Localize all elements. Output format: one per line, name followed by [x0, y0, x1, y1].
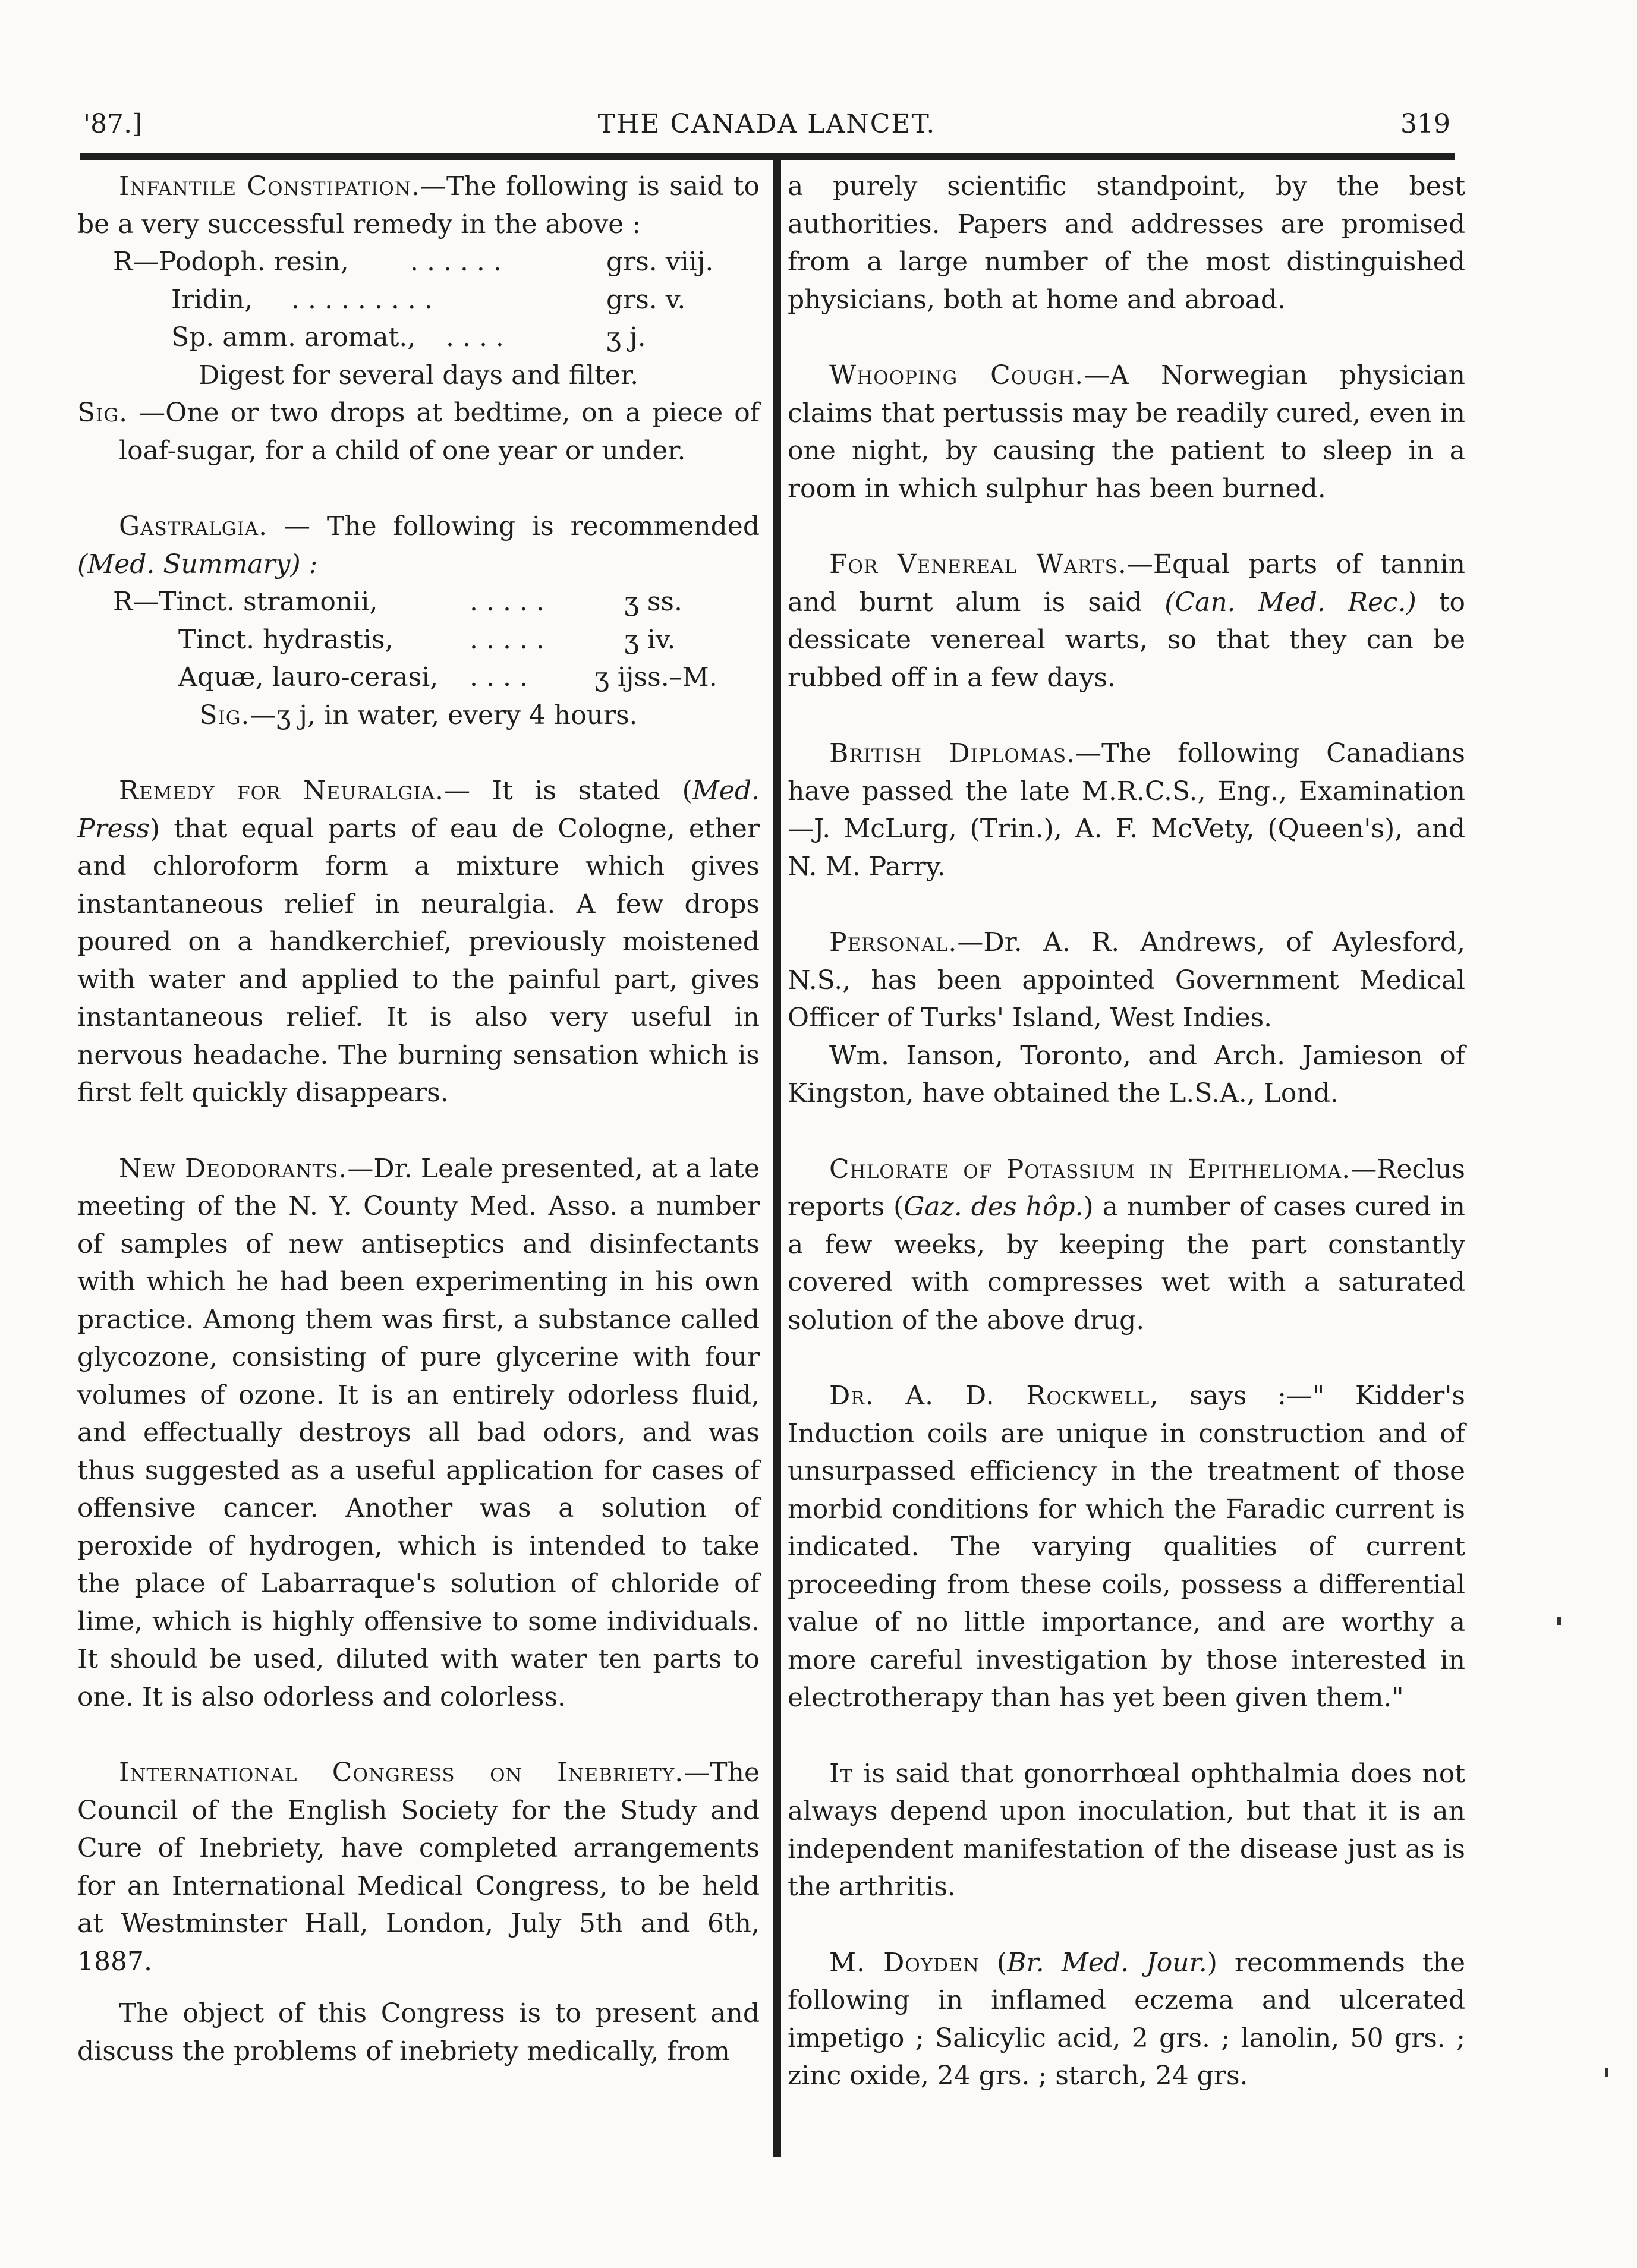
article-infantile-constipation — [77, 168, 760, 470]
rx-leader: . . . . — [470, 662, 528, 692]
article-text: —The following Canadians have passed the late M.R.C.S., Eng., Examination —J. McLurg, (Trin.), A. F. McVety, (Queen's), and N. M. Parry. — [788, 738, 1465, 882]
article-source: Br. Med. Jour. — [1007, 1947, 1207, 1978]
article-text: ) recommends the following in inflamed eczema and ulcerated impetigo ; Salicylic acid, 2 grs. ; lanolin, 50 grs. ; zinc oxide, 24 grs. ; starch, 24 grs. — [788, 1947, 1465, 2091]
article-source: (Med. Summary) : — [77, 549, 318, 579]
article-heading: Dr. A. D. Rockwell, — [829, 1381, 1159, 1411]
column-divider — [773, 160, 781, 2157]
rx-dose: ʒ ss. — [624, 587, 682, 617]
article-paragraph — [77, 772, 760, 1112]
article-paragraph — [788, 1944, 1465, 2095]
rx-ingredient: Tinct. hydrastis, — [178, 624, 393, 655]
article-text: —A Norwegian physician claims that pertussis may be readily cured, even in one night, by causing the patient to sleep in a room in which sulphur has been burned. — [788, 360, 1465, 504]
article-paragraph — [788, 1151, 1465, 1340]
rx-signature — [77, 697, 760, 735]
article-text: ) a number of cases cured in a few weeks, by keeping the part constantly covered with compresses wet with a saturated solution of the above drug. — [788, 1192, 1465, 1335]
article-heading: For Venereal Warts. — [829, 549, 1127, 579]
article-paragraph — [788, 924, 1465, 1037]
article-heading: Personal. — [829, 927, 958, 957]
sig-label: Sig. — [199, 700, 250, 730]
rx-dose: ʒ ijss.–M. — [594, 662, 717, 692]
article-text: ) that equal parts of eau de Cologne, ether and chloroform form a mixture which gives instantaneous relief in neuralgia. A few drops poured on a handkerchief, previously moistened with water and applied to the painful part, gives instantaneous relief. It is also very useful in nervous headache. The burning sensation which is first felt quickly disappears. — [77, 813, 760, 1108]
article-source: Med. Press — [77, 776, 760, 844]
rx-leader: . . . . . . — [410, 247, 502, 277]
article-gonorrhoeal-ophthalmia — [788, 1755, 1465, 1906]
rx-leader: . . . . — [446, 322, 504, 352]
article-text: ( — [979, 1947, 1008, 1978]
sig-label: Sig. — [77, 398, 128, 428]
article-paragraph — [788, 357, 1465, 508]
article-heading: M. Doyden — [829, 1947, 980, 1978]
prescription-line — [77, 659, 760, 697]
article-heading: British Diplomas. — [829, 738, 1076, 768]
article-text: —Reclus reports ( — [788, 1154, 1465, 1222]
article-paragraph — [788, 546, 1465, 697]
rx-instruction: Digest for several days and filter. — [198, 360, 639, 390]
right-column — [788, 168, 1465, 2095]
article-paragraph — [77, 168, 760, 243]
article-text: is said that gonorrhœal ophthalmia does not always depend upon inoculation, but that it is an independent manifestation of the disease just as is the arthritis. — [788, 1758, 1465, 1902]
article-venereal-warts — [788, 546, 1465, 697]
article-rockwell — [788, 1377, 1465, 1717]
rx-leader: . . . . . — [470, 624, 544, 655]
article-heading: Whooping Cough. — [829, 360, 1084, 390]
rx-dose: grs. v. — [606, 284, 686, 315]
article-paragraph: The object of this Congress is to present and discuss the problems of inebriety medically, from — [77, 1998, 760, 2067]
article-heading: Remedy for Neuralgia. — [119, 776, 444, 806]
article-whooping-cough — [788, 357, 1465, 508]
article-text: —Equal parts of tannin and burnt alum is said — [788, 549, 1465, 618]
rx-ingredient: Aquæ, lauro-cerasi, — [178, 662, 439, 692]
rx-ingredient: R—Podoph. resin, — [113, 247, 349, 277]
article-text: — The following is recommended — [267, 511, 760, 541]
article-new-deodorants — [77, 1150, 760, 1716]
prescription-line — [77, 621, 760, 659]
article-paragraph: Wm. Ianson, Toronto, and Arch. Jamieson of Kingston, have obtained the L.S.A., Lond. — [788, 1040, 1465, 1108]
article-doyden — [788, 1944, 1465, 2095]
print-speck — [1605, 2068, 1608, 2077]
prescription-line — [77, 319, 760, 357]
article-text: —The Council of the English Society for the Study and Cure of Inebriety, have completed arrangements for an International Medical Congress, to be held at Westminster Hall, London, July 5th and 6th, 1887. — [77, 1757, 760, 1977]
article-heading: New Deodorants. — [119, 1153, 348, 1184]
article-personal — [788, 924, 1465, 1113]
rx-leader: . . . . . — [470, 587, 544, 617]
article-neuralgia — [77, 772, 760, 1112]
journal-title: THE CANADA LANCET. — [597, 109, 936, 139]
sig-text: —ʒ j, in water, every 4 hours. — [250, 700, 638, 730]
article-source: (Can. Med. Rec.) — [1164, 587, 1416, 618]
article-british-diplomas — [788, 735, 1465, 886]
article-text: —Dr. Leale presented, at a late meeting of the N. Y. County Med. Asso. a number of samples of new antiseptics and disinfectants with which he had been experimenting in his own practice. Among them was first, a substance called glycozone, consisting of pure glycerine with four volumes of ozone. It is an entirely odorless fluid, and effectually destroys all bad odors, and was thus suggested as a useful application for cases of offensive cancer. Another was a solution of peroxide of hydrogen, which is intended to take the place of Labarraque's solution of chloride of lime, which is highly offensive to some individuals. It should be used, diluted with water ten parts to one. It is also odorless and colorless. — [77, 1153, 760, 1712]
article-inebriety-congress — [77, 1754, 760, 2070]
article-chlorate-potassium — [788, 1151, 1465, 1340]
article-paragraph — [788, 1755, 1465, 1906]
rx-dose: grs. viij. — [606, 247, 714, 277]
article-gastralgia — [77, 508, 760, 734]
article-heading: Gastralgia. — [119, 511, 268, 541]
article-text: —Dr. A. R. Andrews, of Aylesford, N.S., has been appointed Government Medical Officer of Turks' Island, West Indies. — [788, 927, 1465, 1033]
sig-text: —One or two drops at bedtime, on a piece of loaf-sugar, for a child of one year or under. — [119, 398, 760, 466]
running-header — [83, 104, 1450, 152]
rx-dose: ʒ j. — [606, 322, 646, 352]
article-paragraph — [77, 1754, 760, 1980]
rx-ingredient: Iridin, — [171, 284, 253, 315]
article-source: Gaz. des hôp. — [904, 1192, 1084, 1222]
article-paragraph — [788, 1377, 1465, 1717]
article-paragraph — [77, 1150, 760, 1716]
rx-leader: . . . . . . . . . — [291, 284, 433, 315]
article-text: — It is stated ( — [443, 776, 692, 806]
rx-ingredient: Sp. amm. aromat., — [171, 322, 416, 352]
prescription-line — [77, 243, 760, 281]
prescription-line — [77, 583, 760, 621]
prescription-line — [77, 281, 760, 319]
article-paragraph — [788, 735, 1465, 886]
article-paragraph — [77, 508, 760, 583]
header-rule — [80, 153, 1455, 160]
rx-dose: ʒ iv. — [624, 624, 676, 655]
article-heading: International Congress on Inebriety. — [119, 1757, 684, 1788]
article-text: —The following is said to be a very successful remedy in the above : — [77, 171, 760, 240]
header-year: '87.] — [83, 109, 143, 139]
article-text: to dessicate venereal warts, so that they can be rubbed off in a few days. — [788, 587, 1465, 693]
page-number: 319 — [1400, 109, 1450, 139]
article-heading: Infantile Constipation. — [119, 171, 420, 201]
rx-signature — [77, 394, 760, 470]
left-column — [77, 168, 760, 2070]
rx-ingredient: R—Tinct. stramonii, — [113, 587, 378, 617]
print-speck — [1557, 1617, 1561, 1625]
article-text: says :—" Kidder's Induction coils are unique in construction and of unsurpassed efficiency in the treatment of those morbid conditions for which the Faradic current is indicated. The varying qualities of current proceeding from these coils, possess a differential value of no little importance, and are worthy a more careful investigation by those interested in electrotherapy than has yet been given them." — [788, 1381, 1465, 1713]
article-heading: It — [829, 1758, 854, 1789]
article-heading: Chlorate of Potassium in Epithelioma. — [829, 1154, 1351, 1185]
continued-paragraph: a purely scientific standpoint, by the best authorities. Papers and addresses are promised from a large number of the most distinguished physicians, both at home and abroad. — [788, 171, 1465, 315]
